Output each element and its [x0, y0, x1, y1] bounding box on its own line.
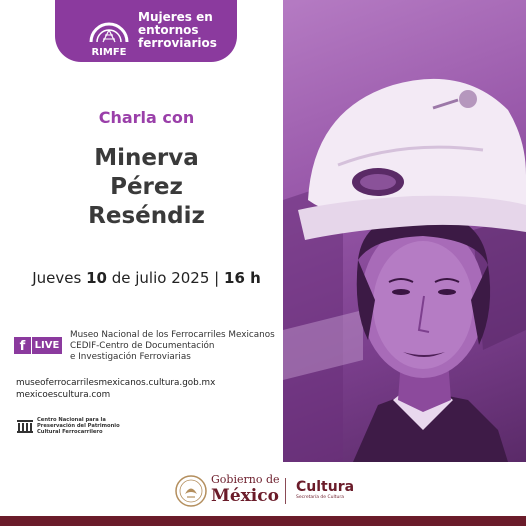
facebook-live-badge[interactable] — [14, 337, 62, 354]
mexicoescultura-link[interactable]: mexicoescultura.com — [16, 390, 111, 400]
cnppcf-line-1: Centro Nacional para la — [37, 417, 106, 423]
cnppcf-line-2: Preservación del Patrimonio — [37, 423, 120, 430]
cultura-subtitle: Secretaría de Cultura — [296, 495, 344, 500]
cnppcf-text — [37, 417, 120, 436]
cultura-name: Cultura — [296, 479, 355, 495]
venue-info — [70, 330, 280, 363]
gobierno-mexico-logo — [211, 474, 280, 506]
bottom-bar — [0, 516, 526, 526]
speaker-photo — [283, 0, 526, 462]
facebook-icon: f — [14, 337, 31, 354]
event-date — [0, 269, 293, 287]
event-date-number: 10 — [86, 269, 107, 287]
event-month-year: de julio 2025 — [111, 269, 210, 287]
footer-divider — [285, 478, 286, 504]
rimfe-logo-text: RIMFE — [91, 47, 127, 58]
gobierno-de-text: Gobierno de — [211, 473, 280, 486]
venue-line-1: Museo Nacional de los Ferrocarriles Mexicanos — [70, 330, 275, 340]
mexico-text: México — [211, 486, 279, 506]
gobierno-mexico-seal-icon — [175, 475, 207, 507]
event-day: Jueves — [32, 269, 82, 287]
talk-intro: Charla con — [98, 108, 195, 127]
venue-line-3: e Investigación Ferroviarias — [70, 352, 191, 362]
cnppcf-train-icon — [16, 418, 34, 434]
website-links — [16, 377, 215, 401]
cnppcf-line-3: Cultural Ferrocarrilero — [37, 429, 103, 436]
badge-title: Mujeres en entornos ferroviarios — [138, 10, 217, 50]
speaker-first-name: Minerva — [94, 145, 199, 171]
cnppcf-logo — [16, 416, 156, 436]
rimfe-logo-icon — [85, 8, 133, 58]
date-separator: | — [214, 269, 220, 287]
speaker-surname-1: Pérez — [110, 174, 183, 200]
museum-website-link[interactable]: museoferrocarrilesmexicanos.cultura.gob.mx — [16, 378, 216, 388]
speaker-surname-2: Reséndiz — [88, 203, 205, 229]
cultura-logo — [296, 479, 354, 501]
event-time: 16 h — [224, 269, 261, 287]
venue-line-2: CEDIF-Centro de Documentación — [70, 341, 215, 351]
live-label: LIVE — [32, 337, 62, 354]
speaker-name — [0, 144, 293, 231]
program-badge — [55, 0, 237, 62]
